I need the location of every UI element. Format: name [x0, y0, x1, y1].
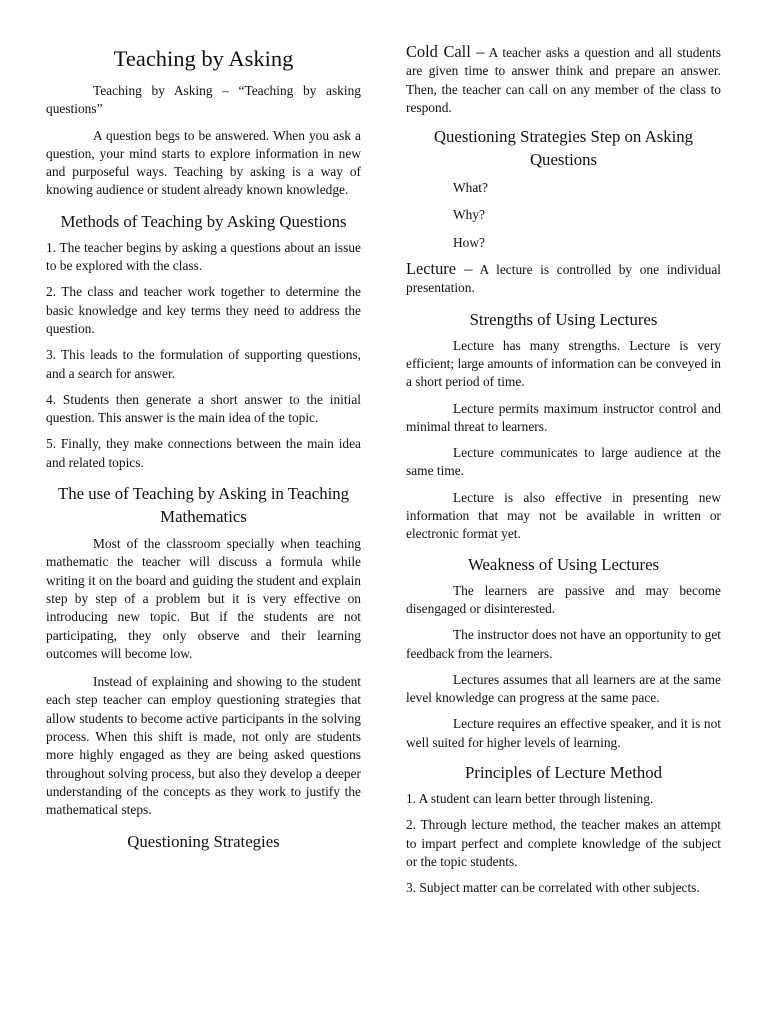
intro-definition: Teaching by Asking – “Teaching by asking questions” [46, 83, 361, 117]
strategies-heading: Questioning Strategies [127, 831, 280, 851]
question-how: How? [453, 234, 485, 250]
math-paragraph-2: Instead of explaining and showing to the student each step teacher can employ questioning strategies that allow students to become active participants in the solving process. When this shift is made, not only are students more highly engaged as they are being asked questions throughout solving process, but also they develop a deeper understanding of the concepts as they work to justify the mathematical steps. [46, 674, 361, 818]
weakness-item-3: Lectures assumes that all learners are at the same level knowledge can progress at the same pace. [406, 671, 721, 706]
principle-item-1: 1. A student can learn better through listening. [406, 791, 654, 807]
left-column [46, 0, 361, 853]
strengths-heading: Strengths of Using Lectures [469, 309, 658, 329]
principle-item-3: 3. Subject matter can be correlated with other subjects. [406, 880, 700, 896]
cold-call-term: Cold Call – [406, 42, 485, 61]
principles-heading: Principles of Lecture Method [464, 763, 663, 783]
cold-call-paragraph [406, 43, 721, 117]
question-why: Why? [453, 207, 485, 223]
lecture-text: A lecture is controlled by one individual presentation. [406, 262, 722, 296]
method-item-2: 2. The class and teacher work together to determine the basic knowledge and key terms they need to address the question. [46, 284, 361, 336]
question-what: What? [453, 180, 488, 196]
strength-item-4: Lecture is also effective in presenting new information that may not be available in written or electronic format yet. [406, 489, 721, 542]
principle-item-2: 2. Through lecture method, the teacher makes an attempt to impart perfect and complete knowledge of the subject or the topic students. [406, 817, 721, 869]
math-heading: The use of Teaching by Asking in Teaching Mathematics [57, 484, 350, 527]
strength-item-1: Lecture has many strengths. Lecture is very efficient; large amounts of information can be conveyed in a short period of time. [406, 337, 721, 390]
lecture-paragraph [406, 260, 721, 298]
strength-item-2: Lecture permits maximum instructor control and minimal threat to learners. [406, 400, 721, 434]
math-paragraph-1: Most of the classroom specially when teaching mathematic the teacher will discuss a formula while writing it on the board and guiding the student and explain step by step of a problem but it is very effective on introducing new topic. But if the students are not participating, they only observe and their learning outcomes will become low. [46, 536, 361, 661]
method-item-1: 1. The teacher begins by asking a questions about an issue to be explored with the class. [46, 239, 361, 274]
weakness-item-1: The learners are passive and may become disengaged or disinterested. [406, 582, 721, 616]
lecture-term: Lecture – [406, 259, 473, 279]
right-column [406, 0, 721, 898]
weakness-heading: Weakness of Using Lectures [467, 554, 660, 574]
method-item-4: 4. Students then generate a short answer to the initial question. This answer is the main idea of the topic. [46, 391, 361, 426]
document-title: Teaching by Asking [113, 46, 294, 71]
intro-paragraph: A question begs to be answered. When you ask a question, your mind starts to explore information in new and purposeful ways. Teaching by asking is a way of knowing audience or student already known knowledge. [46, 127, 361, 198]
steps-heading: Questioning Strategies Step on Asking Questions [433, 127, 694, 170]
methods-heading: Methods of Teaching by Asking Questions [60, 211, 347, 231]
method-item-5: 5. Finally, they make connections between the main idea and related topics. [46, 436, 361, 470]
strength-item-3: Lecture communicates to large audience at the same time. [406, 445, 721, 479]
cold-call-text: A teacher asks a question and all students are given time to answer think and prepare an answer. Then, the teacher can call on any member of the class to respond. [406, 45, 721, 115]
method-item-3: 3. This leads to the formulation of supporting questions, and a search for answer. [46, 347, 361, 381]
weakness-item-4: Lecture requires an effective speaker, and it is not well suited for higher levels of learning. [406, 716, 721, 750]
weakness-item-2: The instructor does not have an opportunity to get feedback from the learners. [406, 627, 721, 661]
